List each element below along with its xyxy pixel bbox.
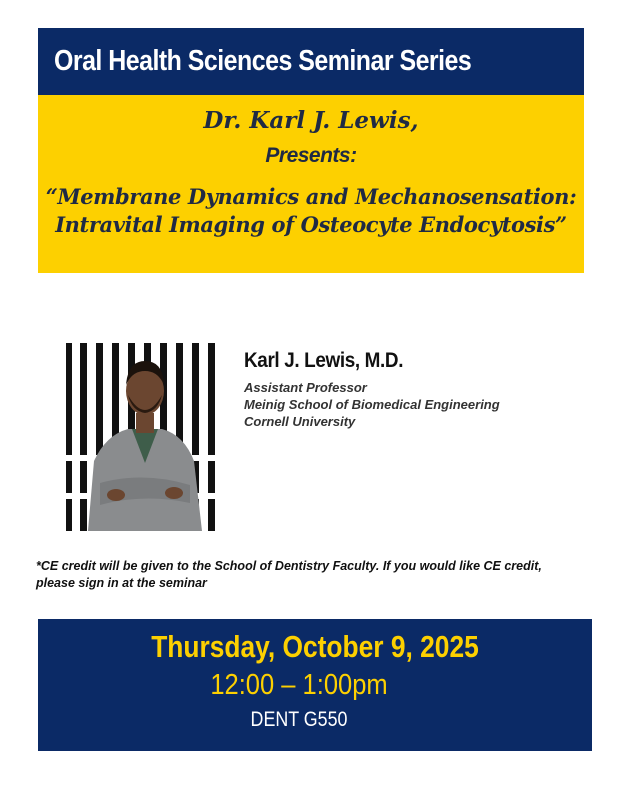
announcement-box: [38, 95, 584, 273]
series-title: Oral Health Sciences Seminar Series: [54, 45, 472, 77]
presents-label: Presents:: [265, 144, 357, 167]
talk-title: [38, 183, 584, 239]
header-bar: [38, 28, 584, 95]
event-details-bar: [38, 619, 592, 751]
speaker-department: Meinig School of Biomedical Engineering: [244, 397, 500, 412]
event-time: 12:00 – 1:00pm: [210, 669, 388, 701]
speaker-institution: Cornell University: [244, 414, 356, 429]
speaker-name: Karl J. Lewis, M.D.: [244, 349, 404, 372]
ce-credit-note: *CE credit will be given to the School of Dentistry Faculty. If you would like CE credit, please sign in at the seminar: [36, 559, 542, 590]
event-date: Thursday, October 9, 2025: [151, 629, 479, 664]
event-room: DENT G550: [250, 708, 348, 731]
talk-title-line-1: “Membrane Dynamics and Mechanosensation:: [45, 184, 577, 209]
speaker-photo: [66, 343, 223, 531]
speaker-portrait-image: [66, 343, 223, 531]
talk-title-line-2: Intravital Imaging of Osteocyte Endocytosis”: [55, 212, 567, 237]
speaker-title: Assistant Professor: [244, 380, 367, 395]
speaker-heading: Dr. Karl J. Lewis,: [203, 107, 419, 134]
speaker-info: [244, 349, 500, 430]
speaker-affiliation: [244, 379, 500, 430]
